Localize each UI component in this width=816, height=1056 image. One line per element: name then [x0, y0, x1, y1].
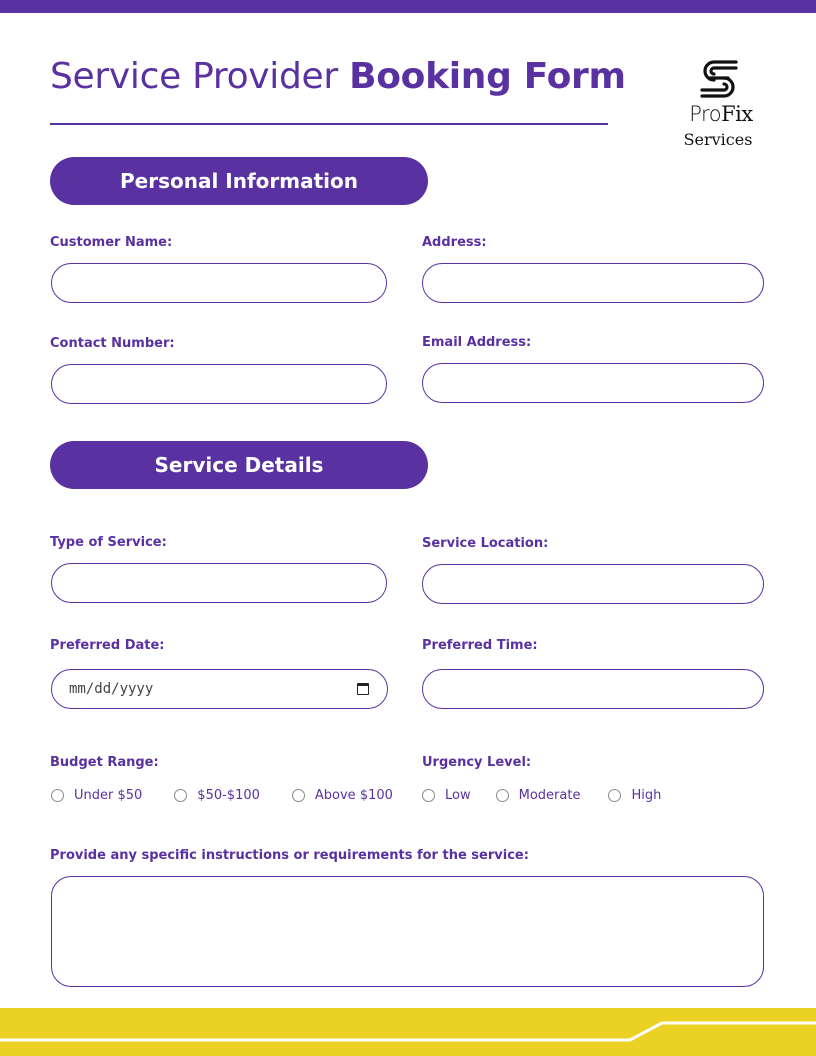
top-accent-bar — [0, 0, 816, 13]
address-field[interactable] — [422, 263, 764, 303]
urgency-option-label: Low — [445, 787, 471, 803]
budget-option-50-100[interactable] — [174, 788, 260, 803]
type-of-service-field[interactable] — [51, 563, 387, 603]
budget-option-label: $50-$100 — [197, 787, 260, 803]
service-location-label: Service Location: — [422, 536, 549, 551]
urgency-option-label: Moderate — [518, 787, 581, 803]
instructions-textarea[interactable] — [51, 876, 764, 987]
title-regular: Service Provider — [50, 56, 338, 97]
bottom-accent-band — [0, 1008, 816, 1056]
service-location-field[interactable] — [422, 564, 764, 604]
urgency-level-label: Urgency Level: — [422, 755, 532, 770]
title-bold: Booking Form — [349, 56, 626, 97]
budget-option-under-50[interactable] — [51, 788, 142, 803]
service-details-heading: Service Details — [50, 441, 428, 489]
contact-number-field[interactable] — [51, 364, 387, 404]
urgency-level-options — [422, 786, 693, 804]
preferred-date-field[interactable] — [51, 669, 388, 709]
company-logo — [676, 56, 772, 152]
profix-swirl-icon — [696, 56, 742, 102]
bottom-accent-line — [0, 1008, 816, 1056]
radio-circle-icon[interactable] — [422, 789, 435, 802]
urgency-option-label: High — [631, 787, 662, 803]
urgency-option-low[interactable] — [422, 788, 471, 803]
logo-subtitle: Services — [683, 130, 753, 149]
email-address-label: Email Address: — [422, 335, 532, 350]
radio-circle-icon[interactable] — [174, 789, 187, 802]
urgency-option-high[interactable] — [608, 788, 661, 803]
preferred-date-label: Preferred Date: — [50, 638, 165, 653]
instructions-label: Provide any specific instructions or requirements for the service: — [50, 848, 529, 863]
email-address-field[interactable] — [422, 363, 764, 403]
budget-option-above-100[interactable] — [292, 788, 393, 803]
urgency-option-moderate[interactable] — [496, 788, 581, 803]
contact-number-label: Contact Number: — [50, 336, 175, 351]
budget-option-label: Under $50 — [74, 787, 143, 803]
budget-option-label: Above $100 — [314, 787, 393, 803]
radio-circle-icon[interactable] — [51, 789, 64, 802]
logo-name — [676, 102, 766, 126]
type-of-service-label: Type of Service: — [50, 535, 167, 550]
radio-circle-icon[interactable] — [292, 789, 305, 802]
date-placeholder: mm/dd/yyyy — [69, 681, 154, 697]
radio-circle-icon[interactable] — [496, 789, 509, 802]
budget-range-options — [51, 786, 425, 804]
calendar-icon[interactable] — [357, 683, 369, 695]
customer-name-field[interactable] — [51, 263, 387, 303]
logo-name-part2: Fix — [721, 102, 753, 126]
customer-name-label: Customer Name: — [50, 235, 173, 250]
address-label: Address: — [422, 235, 487, 250]
logo-name-part1: Pro — [689, 102, 722, 126]
budget-range-label: Budget Range: — [50, 755, 159, 770]
preferred-time-label: Preferred Time: — [422, 638, 538, 653]
title-underline — [50, 123, 608, 125]
preferred-time-field[interactable] — [422, 669, 764, 709]
radio-circle-icon[interactable] — [608, 789, 621, 802]
page-title — [50, 56, 626, 97]
personal-information-heading: Personal Information — [50, 157, 428, 205]
